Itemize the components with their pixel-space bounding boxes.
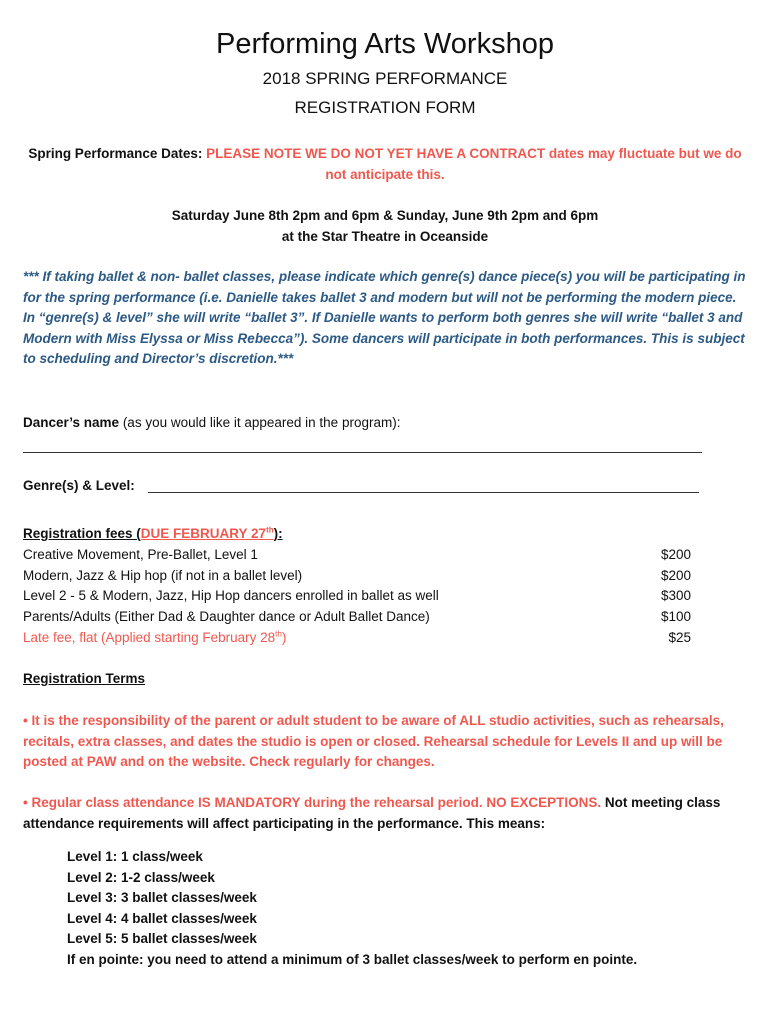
level-requirement: Level 1: 1 class/week [67, 849, 203, 864]
genre-instructions: *** If taking ballet & non- ballet classes, please indicate which genre(s) dance piece(s) you will be participating in for the spring performance (i.e. Danielle takes ballet 3 and modern but will not be performing the modern piece. In “genre(s) & level” she will write “ballet 3”. If Danielle wants to perform both genres she will write “ballet 3 and Modern with Miss Elyssa or Miss Rebecca”). Some dancers will participate in both performances. This is subject to scheduling and Director’s discretion.*** [23, 269, 746, 367]
page-title: Performing Arts Workshop [216, 28, 554, 60]
late-fee-label: Late fee, flat (Applied starting February 28th) [23, 629, 287, 645]
level-requirement: Level 2: 1-2 class/week [67, 869, 215, 885]
genre-level-label: Genre(s) & Level: [23, 478, 135, 493]
level-requirement: Level 4: 4 ballet classes/week [67, 910, 257, 926]
late-fee-amount: $25 [668, 630, 691, 645]
fee-row [23, 545, 691, 566]
fee-label: Creative Movement, Pre-Ballet, Level 1 [23, 547, 258, 562]
fee-amount: $300 [660, 588, 691, 603]
subtitle-performance: 2018 SPRING PERFORMANCE [262, 69, 508, 88]
fee-row [23, 566, 691, 587]
fee-label: Parents/Adults (Either Dad & Daughter dance or Adult Ballet Dance) [23, 609, 430, 624]
fee-row [23, 607, 691, 628]
level-requirement: Level 5: 5 ballet classes/week [67, 931, 257, 947]
fee-amount: $200 [660, 568, 691, 583]
fees-heading [23, 524, 747, 545]
schedule-line-2: at the Star Theatre in Oceanside [281, 228, 489, 244]
contract-note: PLEASE NOTE WE DO NOT YET HAVE A CONTRACT dates may fluctuate but we do not anticipate this. [206, 146, 742, 182]
attendance-mandatory: • Regular class attendance IS MANDATORY during the rehearsal period. NO EXCEPTIONS. [23, 795, 602, 810]
fee-row [23, 586, 691, 607]
performance-dates-note [18, 144, 752, 185]
attendance-levels [67, 847, 757, 971]
terms-heading: Registration Terms [23, 671, 146, 686]
term-responsibility: • It is the responsibility of the parent or adult student to be aware of ALL studio activities, such as rehearsals, recitals, extra classes, and dates the studio is open or closed. Rehearsal schedule for Levels II and up will be posted at PAW and on the website. Check regularly for changes. [23, 713, 724, 770]
subtitle-form: REGISTRATION FORM [294, 98, 476, 117]
fees-heading-text: Registration fees ( [23, 526, 141, 541]
fee-amount: $200 [660, 547, 691, 562]
fee-label: Level 2 - 5 & Modern, Jazz, Hip Hop dancers enrolled in ballet as well [23, 588, 439, 603]
level-requirement: Level 3: 3 ballet classes/week [67, 890, 257, 906]
term-attendance [23, 793, 747, 834]
fees-due-date: DUE FEBRUARY 27th [140, 525, 274, 541]
genre-level-field[interactable] [148, 492, 699, 493]
dancer-name-label: Dancer’s name [23, 415, 120, 430]
dancer-name-field[interactable] [23, 452, 702, 453]
dancer-name-hint: (as you would like it appeared in the program): [119, 415, 401, 430]
pointe-requirement: If en pointe: you need to attend a minimum of 3 ballet classes/week to perform en pointe. [67, 951, 638, 967]
late-fee-row [23, 628, 691, 649]
attendance-details: Not meeting class attendance requirements will affect participating in the performance. This means: [23, 795, 721, 831]
schedule-line-1: Saturday June 8th 2pm and 6pm & Sunday, June 9th 2pm and 6pm [171, 208, 599, 223]
fee-amount: $100 [660, 609, 691, 624]
fees-heading-end: ): [273, 526, 283, 541]
performance-schedule [18, 206, 752, 247]
dancer-name-row [23, 413, 747, 434]
fee-label: Modern, Jazz & Hip hop (if not in a ballet level) [23, 568, 303, 583]
dates-label: Spring Performance Dates: [28, 146, 207, 161]
